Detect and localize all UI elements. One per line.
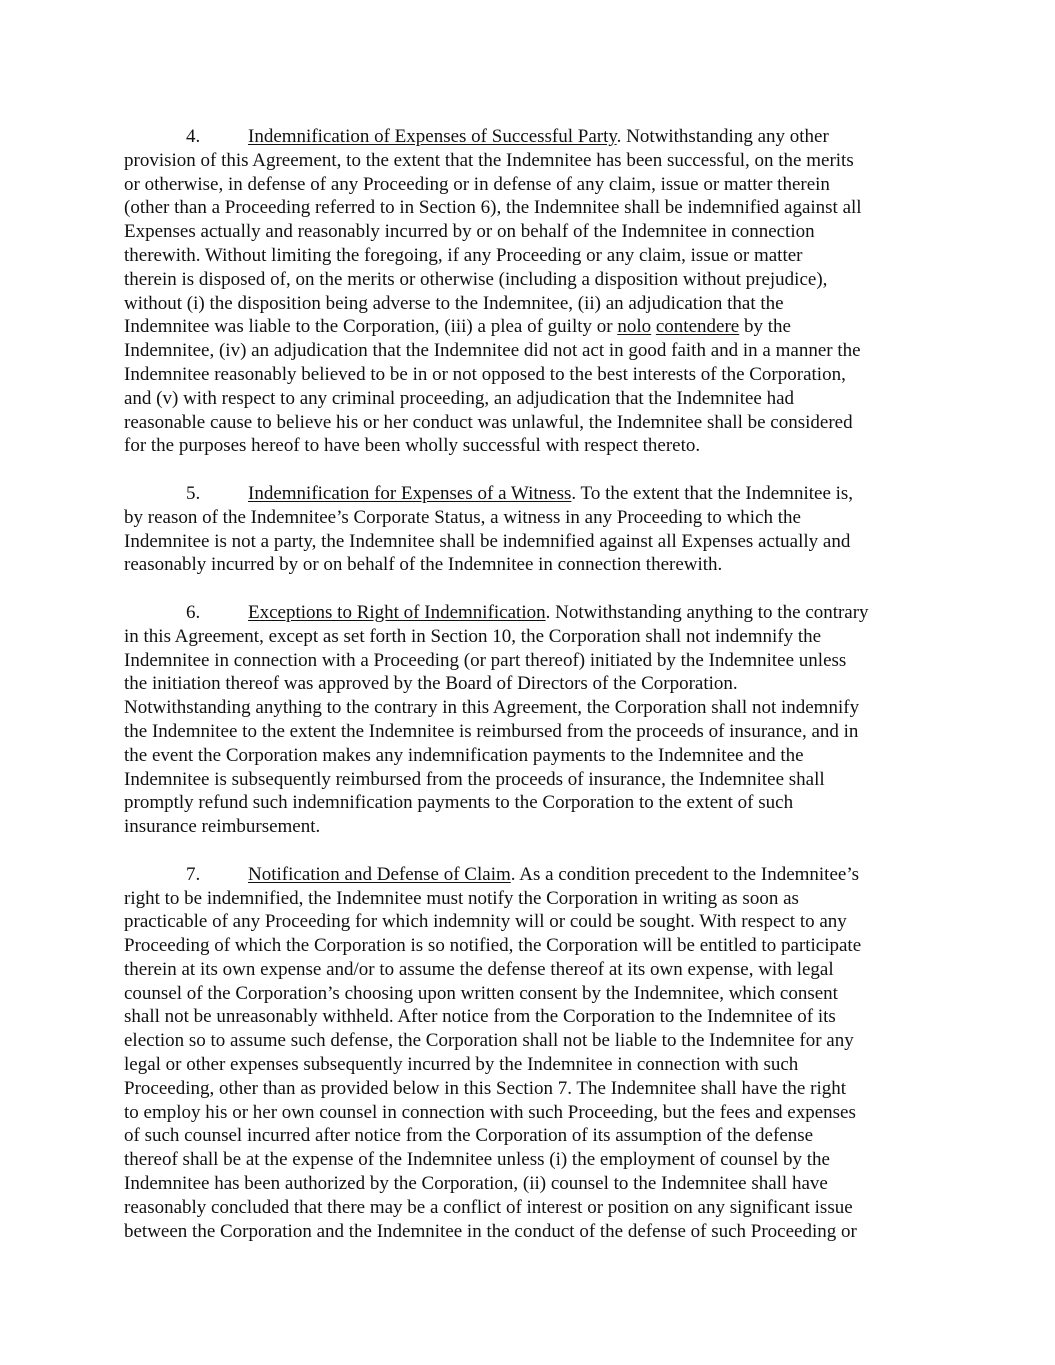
section-4-line: provision of this Agreement, to the extent that the Indemnitee has been successful, on the merits [124,149,854,171]
document-page [124,125,932,1267]
section-7-number: 7. [186,863,201,885]
section-6-line: in this Agreement, except as set forth in Section 10, the Corporation shall not indemnify the [124,625,822,647]
section-7-line: of such counsel incurred after notice from the Corporation of its assumption of the defense [124,1125,814,1147]
section-5-paragraph [124,482,932,577]
section-7-line: therein at its own expense and/or to assume the defense thereof at its own expense, with legal [124,958,834,980]
section-4-line: reasonable cause to believe his or her conduct was unlawful, the Indemnitee shall be considered [124,411,853,433]
section-4-line: or otherwise, in defense of any Proceeding or in defense of any claim, issue or matter therein [124,173,830,195]
section-6-line: Notwithstanding anything to the contrary in this Agreement, the Corporation shall not indemnify [124,697,860,719]
section-5-title: Indemnification for Expenses of a Witness [248,482,572,504]
section-7-first-line-text: . As a condition precedent to the Indemnitee’s [510,863,859,885]
section-6-line: Indemnitee in connection with a Proceeding (or part thereof) initiated by the Indemnitee unless [124,649,847,671]
section-7-title: Notification and Defense of Claim [248,863,511,885]
section-5-number: 5. [186,482,201,504]
section-7-line: thereof shall be at the expense of the Indemnitee unless (i) the employment of counsel by the [124,1149,830,1171]
section-7-line: practicable of any Proceeding for which indemnity will or could be sought. With respect to any [124,911,847,933]
section-7-line: shall not be unreasonably withheld. After notice from the Corporation to the Indemnitee of its [124,1006,836,1028]
section-7-paragraph [124,863,932,1244]
section-5-line: reasonably incurred by or on behalf of the Indemnitee in connection therewith. [124,554,723,576]
section-7-line: Proceeding of which the Corporation is so notified, the Corporation will be entitled to participate [124,935,862,957]
section-5-line: by reason of the Indemnitee’s Corporate Status, a witness in any Proceeding to which the [124,506,801,528]
section-7-line: right to be indemnified, the Indemnitee must notify the Corporation in writing as soon as [124,887,799,909]
section-4-line: therein is disposed of, on the merits or otherwise (including a disposition without prejudice), [124,268,828,290]
section-6-first-line-text: . Notwithstanding anything to the contrary [545,601,869,623]
section-7-first-line [124,863,932,887]
section-7-line: Proceeding, other than as provided below in this Section 7. The Indemnitee shall have the right [124,1077,846,1099]
section-6-line: promptly refund such indemnification payments to the Corporation to the extent of such [124,792,794,814]
section-7-line: between the Corporation and the Indemnitee in the conduct of the defense of such Proceeding or [124,1220,857,1242]
section-4-line: for the purposes hereof to have been wholly successful with respect thereto. [124,435,701,457]
section-6-line: insurance reimbursement. [124,816,321,838]
section-6-line: the event the Corporation makes any indemnification payments to the Indemnitee and the [124,744,804,766]
section-4-line: (other than a Proceeding referred to in Section 6), the Indemnitee shall be indemnified against all [124,197,862,219]
section-4-nolo-line [124,315,932,339]
nolo-line-prefix: Indemnitee was liable to the Corporation, (iii) a plea of guilty or [124,316,618,338]
nolo-line-suffix: by the [739,316,791,338]
section-4-first-line-text: . Notwithstanding any other [616,126,829,147]
section-7-line: reasonably concluded that there may be a conflict of interest or position on any significant issue [124,1196,853,1218]
section-5-line: Indemnitee is not a party, the Indemnitee shall be indemnified against all Expenses actually and [124,530,851,552]
section-5-first-line-text: . To the extent that the Indemnitee is, [571,482,854,504]
section-6-line: the Indemnitee to the extent the Indemnitee is reimbursed from the proceeds of insurance, and in [124,720,859,742]
section-4-line: Indemnitee reasonably believed to be in or not opposed to the best interests of the Corporation, [124,363,846,385]
section-4-line: Expenses actually and reasonably incurred by or on behalf of the Indemnitee in connection [124,221,815,243]
section-4-number: 4. [186,126,201,147]
section-4-line: and (v) with respect to any criminal proceeding, an adjudication that the Indemnitee had [124,387,795,409]
nolo-word: nolo [617,316,652,338]
section-6-number: 6. [186,601,201,623]
section-7-line: election so to assume such defense, the Corporation shall not be liable to the Indemnitee for any [124,1030,854,1052]
section-5-first-line [124,482,932,506]
section-6-first-line [124,601,932,625]
section-6-line: the initiation thereof was approved by the Board of Directors of the Corporation. [124,673,738,695]
section-7-line: Indemnitee has been authorized by the Corporation, (ii) counsel to the Indemnitee shall have [124,1173,828,1195]
section-6-line: Indemnitee is subsequently reimbursed from the proceeds of insurance, the Indemnitee shall [124,768,825,790]
section-6-paragraph [124,601,932,839]
section-7-line: to employ his or her own counsel in connection with such Proceeding, but the fees and expenses [124,1101,856,1123]
section-7-line: counsel of the Corporation’s choosing upon written consent by the Indemnitee, which consent [124,982,838,1004]
section-4-paragraph [124,125,932,458]
section-7-line: legal or other expenses subsequently incurred by the Indemnitee in connection with such [124,1054,799,1076]
section-4-line: without (i) the disposition being adverse to the Indemnitee, (ii) an adjudication that the [124,292,784,314]
section-4-line: Indemnitee, (iv) an adjudication that the Indemnitee did not act in good faith and in a manner the [124,340,861,362]
section-4-first-line [124,125,932,149]
section-4-line: therewith. Without limiting the foregoing, if any Proceeding or any claim, issue or matter [124,244,803,266]
section-6-title: Exceptions to Right of Indemnification [248,601,546,623]
section-4-title: Indemnification of Expenses of Successful Party [248,126,617,147]
contendere-word: contendere [655,316,740,338]
